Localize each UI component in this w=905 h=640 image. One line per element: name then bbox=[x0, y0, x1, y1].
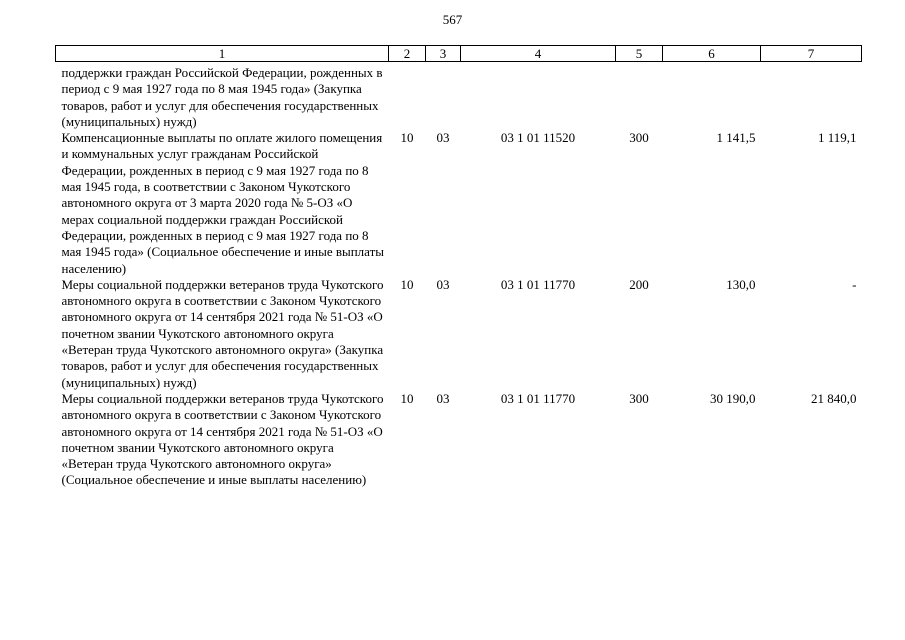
row-target-article: 03 1 01 11520 bbox=[500, 130, 576, 146]
table-header bbox=[56, 46, 862, 62]
row-section: 10 bbox=[400, 276, 414, 292]
header-row bbox=[56, 46, 862, 62]
table-row bbox=[56, 130, 862, 277]
budget-table bbox=[55, 45, 862, 489]
row-description: поддержки граждан Российской Федерации, рожденных в период с 9 мая 1927 года по 8 мая 1945 года» (Закупка товаров, работ и услуг для обеспечения государственных (муниципальных) нужд) bbox=[61, 65, 383, 129]
table-body bbox=[56, 62, 862, 489]
row-expense-type bbox=[616, 62, 663, 131]
row-section: 10 bbox=[400, 130, 414, 146]
column-header-4: 4 bbox=[461, 46, 616, 62]
row-amount-1: 1 141,5 bbox=[716, 130, 756, 146]
row-subsection: 03 bbox=[436, 390, 450, 406]
row-amount-1 bbox=[663, 62, 761, 131]
row-amount-2: 21 840,0 bbox=[811, 390, 857, 406]
table-row bbox=[56, 391, 862, 489]
row-subsection bbox=[426, 62, 461, 131]
column-header-1: 1 bbox=[56, 46, 389, 62]
row-expense-type: 200 bbox=[629, 276, 649, 292]
page-number: 567 bbox=[442, 12, 463, 27]
row-amount-2 bbox=[761, 62, 862, 131]
row-amount-2: - bbox=[852, 276, 857, 292]
row-amount-2: 1 119,1 bbox=[817, 130, 857, 146]
column-header-7: 7 bbox=[761, 46, 862, 62]
row-description: Меры социальной поддержки ветеранов труда Чукотского автономного округа в соответствии с Законом Чукотского автономного округа от 14 сентября 2021 года № 51-ОЗ «О почетном звании Чукотского автономного округа «Ветеран труда Чукотского автономного округа» (Социальное обеспечение и иные выплаты населению) bbox=[61, 390, 384, 488]
row-section: 10 bbox=[400, 390, 414, 406]
row-target-article: 03 1 01 11770 bbox=[500, 276, 576, 292]
row-subsection: 03 bbox=[436, 276, 450, 292]
row-section bbox=[389, 62, 426, 131]
row-amount-1: 30 190,0 bbox=[710, 390, 756, 406]
row-target-article bbox=[461, 62, 616, 131]
column-header-3: 3 bbox=[426, 46, 461, 62]
table-row bbox=[56, 62, 862, 131]
row-amount-1: 130,0 bbox=[726, 276, 756, 292]
column-header-5: 5 bbox=[616, 46, 663, 62]
row-expense-type: 300 bbox=[629, 390, 649, 406]
column-header-2: 2 bbox=[389, 46, 426, 62]
row-target-article: 03 1 01 11770 bbox=[500, 390, 576, 406]
row-description: Компенсационные выплаты по оплате жилого помещения и коммунальных услуг гражданам Российской Федерации, рожденных в период с 9 мая 1927 года по 8 мая 1945 года, в соответствии с Законом Чукотского автономного округа от 3 марта 2020 года № 5-ОЗ «О мерах социальной поддержки граждан Российской Федерации, рожденных в период с 9 мая 1927 года по 8 мая 1945 года» (Социальное обеспечение и иные выплаты населению) bbox=[61, 130, 384, 276]
row-expense-type: 300 bbox=[629, 130, 649, 146]
table-row bbox=[56, 277, 862, 391]
row-description: Меры социальной поддержки ветеранов труда Чукотского автономного округа в соответствии с Законом Чукотского автономного округа от 14 сентября 2021 года № 51-ОЗ «О почетном звании Чукотского автономного округа «Ветеран труда Чукотского автономного округа» (Закупка товаров, работ и услуг для обеспечения государственных (муниципальных) нужд) bbox=[61, 276, 384, 390]
column-header-6: 6 bbox=[663, 46, 761, 62]
row-subsection: 03 bbox=[436, 130, 450, 146]
